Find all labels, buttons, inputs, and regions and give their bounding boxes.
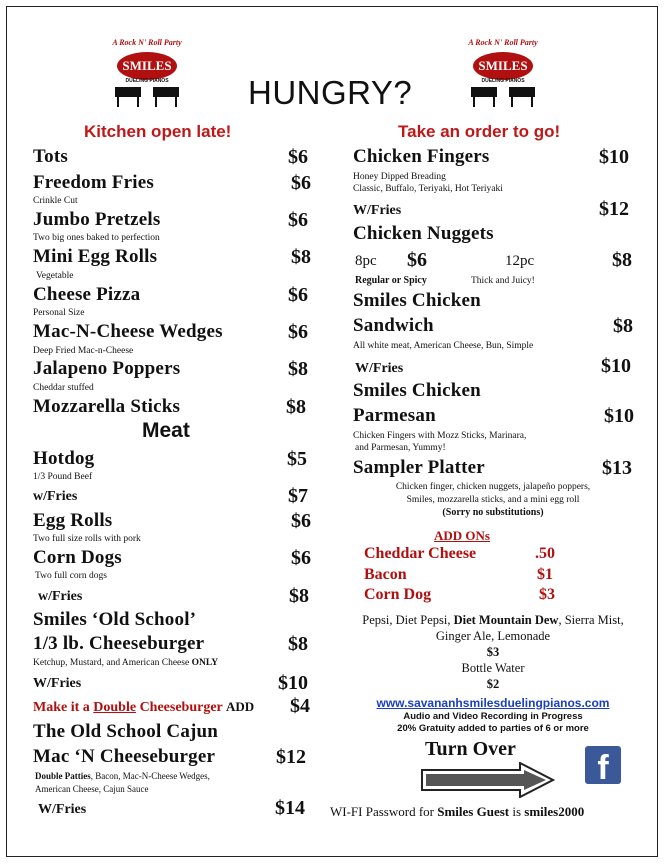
item-price: $6 [291,172,311,194]
item-name: Sandwich [353,315,434,336]
item-name: Freedom Fries [33,172,154,193]
facebook-icon[interactable]: f [585,746,621,784]
item-name: Chicken Fingers [353,146,490,167]
item-price: $4 [290,695,310,717]
item-name: Chicken Nuggets [353,223,494,244]
section-heading-meat: Meat [142,419,190,442]
item-description: Honey Dipped Breading [353,172,446,182]
addon-name: Bacon [364,566,407,583]
wifi-network: Smiles Guest [437,804,510,819]
item-description: Personal Size [33,308,85,318]
website-link[interactable]: www.savananhsmilesduelingpianos.com [376,696,610,710]
item-name: Hotdog [33,448,95,469]
double-upgrade [33,699,254,716]
item-description: 1/3 Pound Beef [33,472,93,482]
item-name: Jalapeno Poppers [33,358,181,379]
item-price: $8 [289,585,309,607]
item-note: (Sorry no substitutions) [442,507,544,518]
item-name: Mini Egg Rolls [33,246,158,267]
item-name: Mac-N-Cheese Wedges [33,321,223,342]
drinks-line: Ginger Ale, Lemonade [435,629,551,643]
addons-heading: ADD ONs [434,528,490,543]
item-price: $8 [613,315,633,337]
fries-option: W/Fries [33,676,82,691]
item-price: $6 [288,284,308,306]
item-description: Chicken Fingers with Mozz Sticks, Marinara, [353,431,527,441]
description-text: Ketchup, Mustard, and American Cheese [33,658,190,668]
nugget-count: 8pc [355,253,377,269]
item-description: Deep Fried Mac-n-Cheese [33,346,134,356]
logo-title: SMILES [478,58,528,73]
logo-subtitle: DUELING PIANOS [481,78,525,84]
description-emphasis: Double Patties [35,771,91,781]
upgrade-text: Cheeseburger [139,700,223,715]
item-price: $10 [278,672,308,694]
item-name: Egg Rolls [33,510,113,531]
item-price: $6 [291,510,311,532]
item-description: Two big ones baked to perfection [33,233,160,243]
item-price: $6 [288,209,308,231]
fries-option: w/Fries [33,489,78,504]
turn-over-label: Turn Over [425,738,516,760]
item-description: Two full size rolls with pork [33,534,141,544]
addon-price: $1 [537,566,553,583]
item-name: Smiles Chicken [353,380,481,401]
wifi-password: smiles2000 [524,804,585,819]
item-price: $10 [604,405,634,427]
item-name: 1/3 lb. Cheeseburger [33,633,205,654]
item-description: Crinkle Cut [33,196,78,206]
wifi-text: is [509,804,525,819]
item-price: $6 [407,249,427,271]
item-name: Parmesan [353,405,436,426]
item-description: and Parmesan, Yummy! [355,443,446,453]
item-description: Chicken finger, chicken nuggets, jalapeño poppers, [395,482,591,492]
drinks-price: $3 [486,645,500,659]
upgrade-emphasis: Double [93,700,137,715]
logo-subtitle: DUELING PIANOS [125,78,169,84]
item-description: Two full corn dogs [35,571,107,581]
right-tagline: Take an order to go! [398,122,561,141]
item-name: Jumbo Pretzels [33,209,161,230]
nugget-options: Regular or Spicy [355,275,427,286]
drinks-price: $2 [486,677,500,691]
recording-notice: Audio and Video Recording in Progress [403,711,583,722]
item-name: Smiles ‘Old School’ [33,609,197,630]
item-price: $8 [291,246,311,268]
upgrade-add: ADD [226,699,255,714]
addon-price: $3 [539,586,555,603]
item-description [33,658,218,668]
gratuity-notice: 20% Gratuity added to parties of 6 or more [397,723,589,734]
item-name: Cheese Pizza [33,284,141,305]
item-price: $8 [286,396,306,418]
item-name: The Old School Cajun [33,721,219,742]
item-price: $6 [288,146,308,168]
drink-text: , Sierra Mist, [558,613,624,627]
logo-tagline: A Rock N' Roll Party [468,38,538,47]
drink-text: Pepsi, Diet Pepsi, [362,613,454,627]
addon-name: Cheddar Cheese [364,545,477,562]
nugget-options-note: Thick and Juicy! [471,276,535,286]
smiles-logo-icon [109,32,185,110]
item-description: Cheddar stuffed [33,383,94,393]
item-price: $13 [602,457,632,479]
fries-option: w/Fries [38,589,83,604]
item-description: Smiles, mozzarella sticks, and a mini egg roll [406,495,580,505]
item-price: $8 [288,633,308,655]
nugget-count: 12pc [505,253,535,269]
wifi-line [330,804,584,820]
arrow-right-icon [420,762,555,798]
addon-price: .50 [535,545,555,562]
item-name: Corn Dogs [33,547,122,568]
fries-option: W/Fries [353,203,402,218]
addon-name: Corn Dog [364,586,432,603]
smiles-logo-icon [465,32,541,110]
item-price: $7 [288,485,308,507]
drink-emphasis: Diet Mountain Dew [453,613,559,627]
item-name: Smiles Chicken [353,290,481,311]
item-price: $14 [275,797,305,819]
wifi-text: WI-FI Password for [330,804,438,819]
description-emphasis: ONLY [191,658,219,668]
logo-tagline: A Rock N' Roll Party [112,38,182,47]
left-tagline: Kitchen open late! [84,122,232,141]
item-name: Mozzarella Sticks [33,396,181,417]
item-description: Classic, Buffalo, Teriyaki, Hot Teriyaki [353,184,503,194]
logo-title: SMILES [122,58,172,73]
item-price: $8 [612,249,632,271]
fries-option: W/Fries [355,361,404,376]
item-description [35,771,210,781]
item-description: American Cheese, Cajun Sauce [35,784,149,794]
page-title: HUNGRY? [248,74,413,111]
item-name: Sampler Platter [353,457,485,478]
drinks-line: Bottle Water [461,661,525,675]
item-price: $10 [601,355,631,377]
item-price: $6 [291,547,311,569]
item-description: Vegetable [36,271,74,281]
upgrade-text: Make it a [33,700,90,715]
item-price: $6 [288,321,308,343]
item-price: $8 [288,358,308,380]
item-price: $10 [599,146,629,168]
description-text: , Bacon, Mac-N-Cheese Wedges, [90,771,210,781]
item-name: Mac ‘N Cheeseburger [33,746,216,767]
item-price: $12 [599,198,629,220]
item-name: Tots [33,146,68,167]
item-description: All white meat, American Cheese, Bun, Simple [353,341,534,351]
drinks-line [340,613,646,628]
item-price: $12 [276,746,306,768]
item-price: $5 [287,448,307,470]
fries-option: W/Fries [38,802,87,817]
